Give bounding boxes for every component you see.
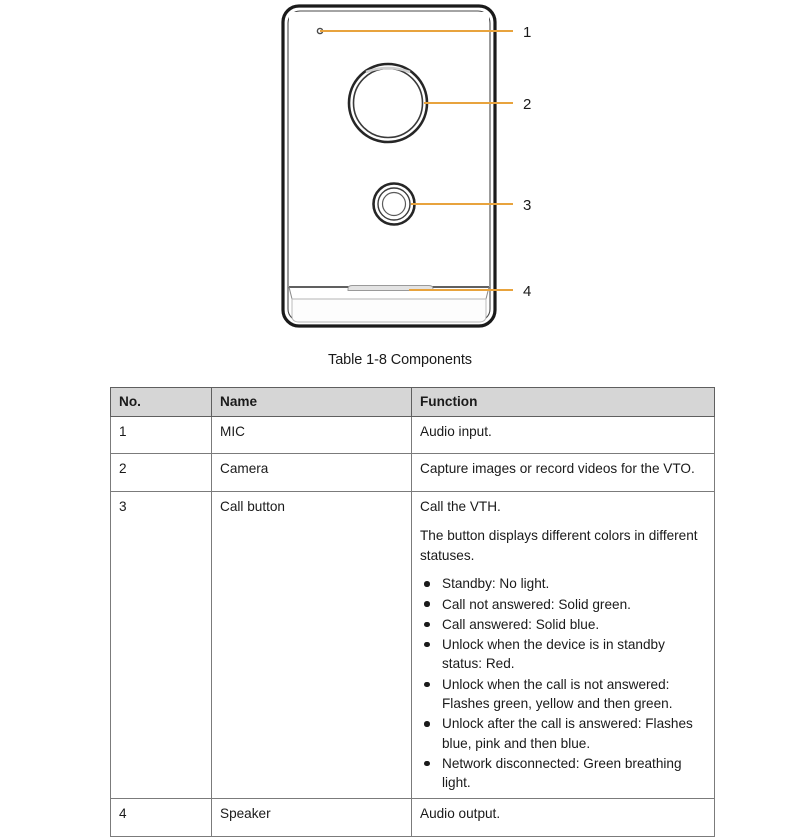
list-item-label: Unlock when the device is in standby status: Red. (442, 637, 665, 672)
bullet-icon (424, 761, 430, 767)
cell-no: 4 (111, 799, 212, 837)
device-figure (0, 0, 800, 345)
bullet-icon (424, 622, 430, 628)
table-row (111, 416, 715, 454)
function-paragraph: Call the VTH. (420, 499, 501, 515)
list-item (420, 714, 707, 753)
function-paragraph: Audio input. (420, 423, 492, 439)
table-row (111, 799, 715, 837)
cell-function (412, 416, 715, 454)
list-item-label: Standby: No light. (442, 576, 550, 592)
list-item-label: Network disconnected: Green breathing light. (442, 755, 682, 791)
function-paragraph: The button displays different colors in different statuses. (420, 527, 698, 563)
table-caption: Table 1-8 Components (328, 352, 472, 368)
cell-no: 1 (111, 416, 212, 454)
column-header-function: Function (412, 388, 715, 417)
bullet-icon (424, 682, 430, 688)
bullet-icon (424, 721, 430, 727)
cell-function (412, 799, 715, 837)
cell-name: MIC (212, 416, 412, 454)
components-table (110, 387, 715, 837)
callout-number-4: 4 (523, 283, 532, 300)
cell-name: Call button (212, 492, 412, 799)
bullet-icon (424, 601, 430, 607)
list-item-label: Unlock when the call is not answered: Flashes green, yellow and then green. (442, 676, 673, 711)
cell-no: 2 (111, 454, 212, 492)
table-row (111, 492, 715, 799)
cell-name: Camera (212, 454, 412, 492)
column-header-no: No. (111, 388, 212, 417)
bullet-icon (424, 642, 430, 648)
device-body (283, 6, 495, 326)
table-header-row (111, 388, 715, 417)
list-item (420, 635, 707, 674)
list-item (420, 754, 707, 793)
cell-no: 3 (111, 492, 212, 799)
list-item (420, 615, 707, 634)
cell-function (412, 454, 715, 492)
cell-function (412, 492, 715, 799)
callout-number-1: 1 (523, 24, 532, 41)
function-paragraph: Capture images or record videos for the VTO. (420, 461, 695, 477)
column-header-name: Name (212, 388, 412, 417)
callout-number-2: 2 (523, 96, 532, 113)
list-item-label: Call answered: Solid blue. (442, 616, 600, 632)
list-item (420, 595, 707, 614)
call-button (374, 184, 415, 225)
cell-name: Speaker (212, 799, 412, 837)
camera-lens (349, 64, 427, 142)
list-item (420, 675, 707, 714)
callout-number-3: 3 (523, 197, 532, 214)
function-paragraph: Audio output. (420, 806, 501, 822)
list-item-label: Call not answered: Solid green. (442, 596, 631, 612)
list-item (420, 574, 707, 593)
function-bullet-list (420, 574, 707, 792)
list-item-label: Unlock after the call is answered: Flashes blue, pink and then blue. (442, 716, 693, 751)
bullet-icon (424, 581, 430, 587)
table-row (111, 454, 715, 492)
